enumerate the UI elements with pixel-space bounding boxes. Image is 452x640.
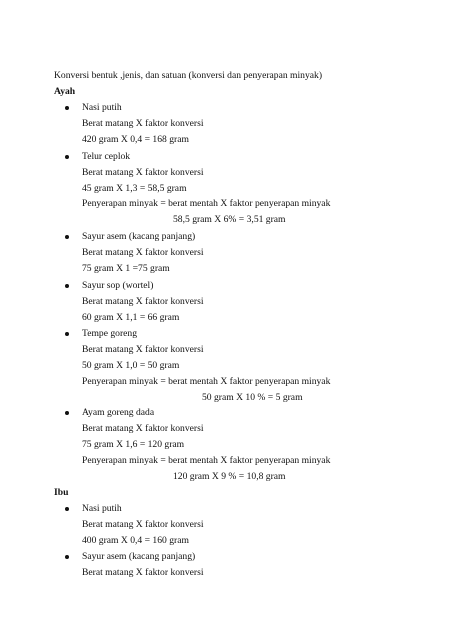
food-item-calc: 60 gram X 1,1 = 66 gram xyxy=(82,312,180,323)
bullet-icon xyxy=(65,235,69,239)
bullet-icon xyxy=(65,106,69,110)
bullet-icon xyxy=(65,155,69,159)
oil-absorption-rule: Penyerapan minyak = berat mentah X faktor penyerapan minyak xyxy=(82,376,331,387)
food-item-rule: Berat matang X faktor konversi xyxy=(82,247,204,258)
bullet-icon xyxy=(65,284,69,288)
food-item-rule: Berat matang X faktor konversi xyxy=(82,344,204,355)
bullet-icon xyxy=(65,555,69,559)
food-item-calc: 45 gram X 1,3 = 58,5 gram xyxy=(82,183,187,194)
food-item-calc: 420 gram X 0,4 = 168 gram xyxy=(82,134,189,145)
food-item-calc: 75 gram X 1 =75 gram xyxy=(82,263,170,274)
oil-absorption-rule: Penyerapan minyak = berat mentah X faktor penyerapan minyak xyxy=(82,455,331,466)
oil-absorption-calc: 50 gram X 10 % = 5 gram xyxy=(202,392,303,403)
food-item-rule: Berat matang X faktor konversi xyxy=(82,567,204,578)
bullet-icon xyxy=(65,332,69,336)
food-item-rule: Berat matang X faktor konversi xyxy=(82,118,204,129)
food-item-name: Ayam goreng dada xyxy=(82,407,155,418)
food-item-name: Tempe goreng xyxy=(82,328,138,339)
food-item-name: Sayur asem (kacang panjang) xyxy=(82,231,196,242)
food-item-calc: 75 gram X 1,6 = 120 gram xyxy=(82,439,185,450)
food-item-name: Sayur asem (kacang panjang) xyxy=(82,551,196,562)
food-item-calc: 400 gram X 0,4 = 160 gram xyxy=(82,535,189,546)
oil-absorption-rule: Penyerapan minyak = berat mentah X faktor penyerapan minyak xyxy=(82,198,331,209)
bullet-icon xyxy=(65,507,69,511)
food-item-name: Nasi putih xyxy=(82,102,122,113)
food-item-name: Telur ceplok xyxy=(82,151,131,162)
food-item-rule: Berat matang X faktor konversi xyxy=(82,167,204,178)
oil-absorption-calc: 58,5 gram X 6% = 3,51 gram xyxy=(173,214,286,225)
oil-absorption-calc: 120 gram X 9 % = 10,8 gram xyxy=(173,471,286,482)
section-heading-ibu: Ibu xyxy=(54,487,69,498)
food-item-name: Sayur sop (wortel) xyxy=(82,280,154,291)
food-item-rule: Berat matang X faktor konversi xyxy=(82,296,204,307)
food-item-name: Nasi putih xyxy=(82,503,122,514)
food-item-calc: 50 gram X 1,0 = 50 gram xyxy=(82,360,180,371)
document-intro: Konversi bentuk ,jenis, dan satuan (konversi dan penyerapan minyak) xyxy=(54,70,323,81)
section-heading-ayah: Ayah xyxy=(54,86,76,97)
food-item-rule: Berat matang X faktor konversi xyxy=(82,519,204,530)
food-item-rule: Berat matang X faktor konversi xyxy=(82,423,204,434)
bullet-icon xyxy=(65,411,69,415)
